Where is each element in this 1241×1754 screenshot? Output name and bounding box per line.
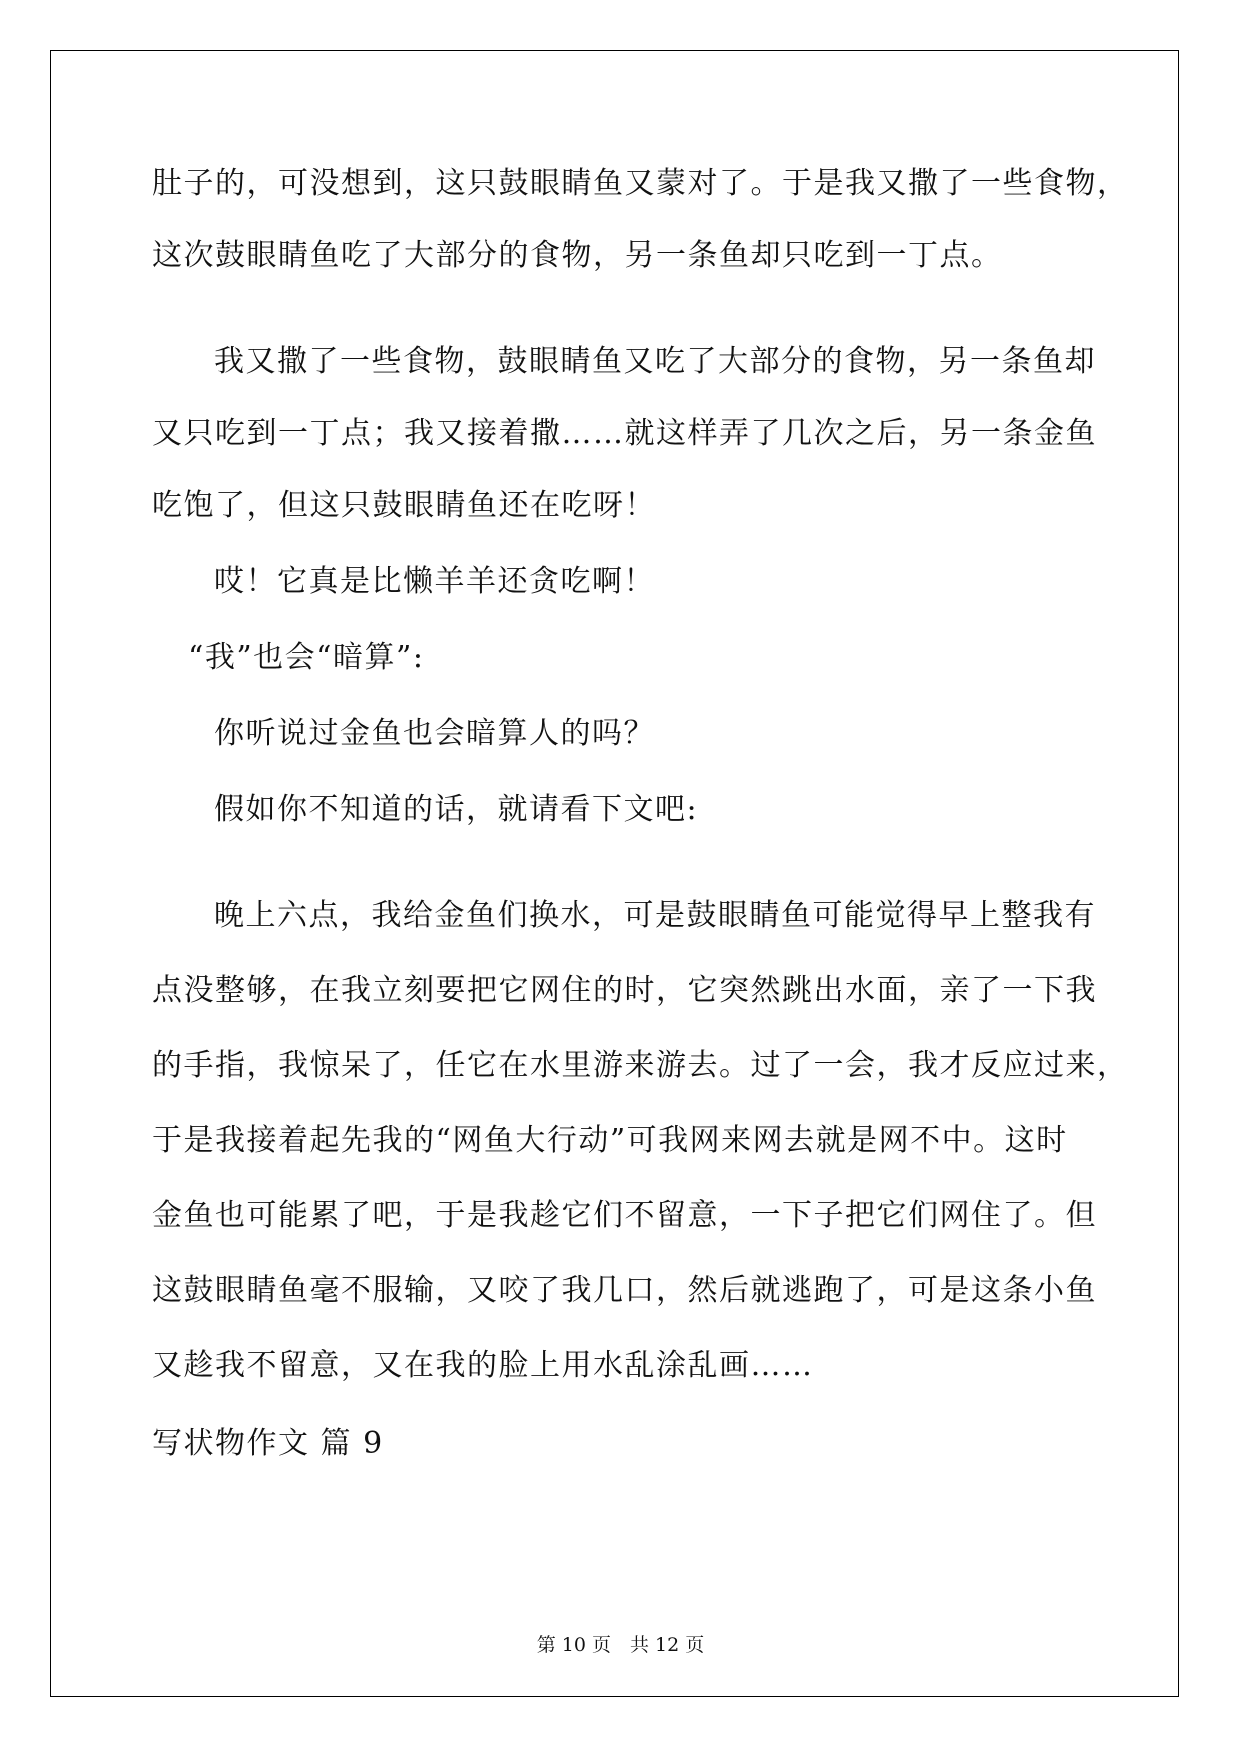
text-line: 金鱼也可能累了吧，于是我趁它们不留意，一下子把它们网住了。但 — [152, 1198, 1097, 1233]
paragraph-start: 假如你不知道的话，就请看下文吧: — [214, 792, 699, 827]
paragraph-start: 哎！它真是比懒羊羊还贪吃啊！ — [214, 564, 655, 599]
text-line: 吃饱了，但这只鼓眼睛鱼还在吃呀！ — [152, 488, 656, 523]
text-line: 这次鼓眼睛鱼吃了大部分的食物，另一条鱼却只吃到一丁点。 — [152, 238, 1003, 273]
text-line: 又趁我不留意，又在我的脸上用水乱涂乱画…… — [152, 1348, 814, 1383]
text-line: 这鼓眼睛鱼毫不服输，又咬了我几口，然后就逃跑了，可是这条小鱼 — [152, 1273, 1097, 1308]
text-line: 于是我接着起先我的“网鱼大行动”可我网来网去就是网不中。这时 — [152, 1123, 1068, 1158]
section-heading: 写状物作文 篇 9 — [152, 1426, 384, 1461]
text-line: 的手指，我惊呆了，任它在水里游来游去。过了一会，我才反应过来， — [152, 1048, 1129, 1083]
page-number-footer: 第 10 页 共 12 页 — [536, 1634, 705, 1656]
text-line: 肚子的，可没想到，这只鼓眼睛鱼又蒙对了。于是我又撒了一些食物， — [152, 166, 1129, 201]
text-line: 点没整够，在我立刻要把它网住的时，它突然跳出水面，亲了一下我 — [152, 973, 1097, 1008]
text-line: 又只吃到一丁点；我又接着撒……就这样弄了几次之后，另一条金鱼 — [152, 416, 1097, 451]
paragraph-start: 我又撒了一些食物，鼓眼睛鱼又吃了大部分的食物，另一条鱼却 — [214, 344, 1096, 379]
paragraph-start: 晚上六点，我给金鱼们换水，可是鼓眼睛鱼可能觉得早上整我有 — [214, 898, 1096, 933]
paragraph-start: 你听说过金鱼也会暗算人的吗？ — [214, 716, 655, 751]
paragraph-start: “我”也会“暗算”: — [188, 640, 425, 675]
